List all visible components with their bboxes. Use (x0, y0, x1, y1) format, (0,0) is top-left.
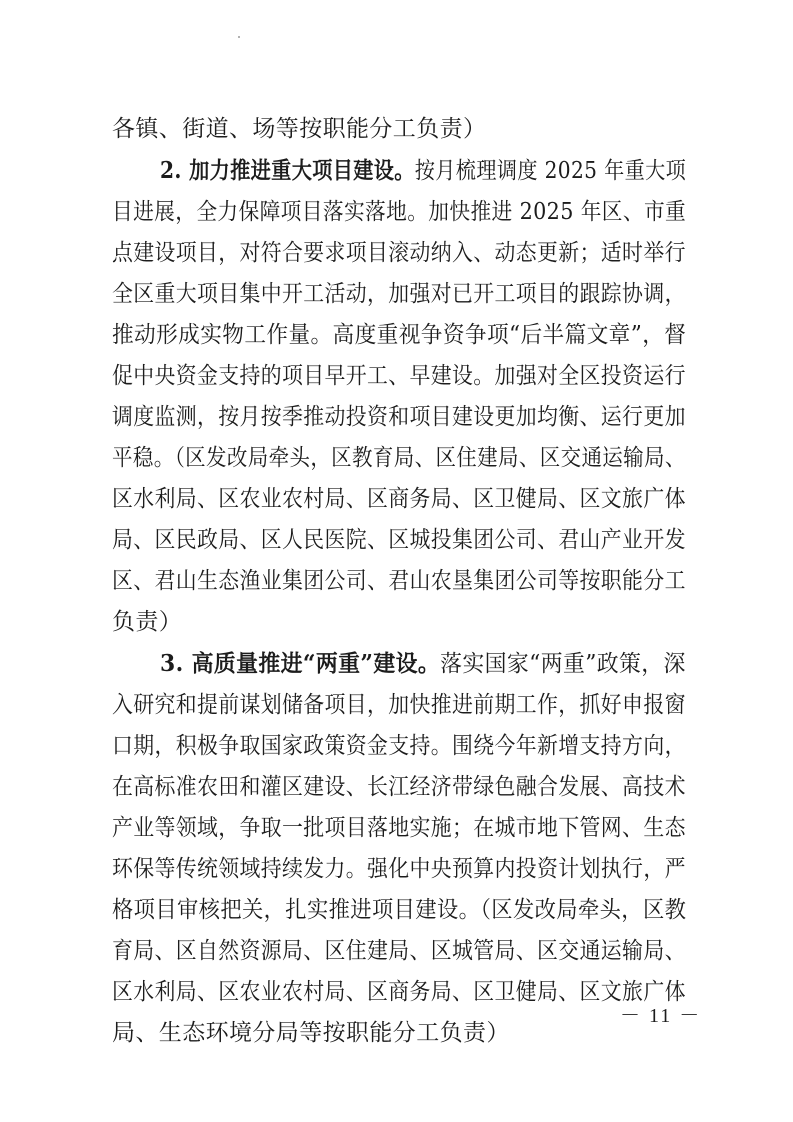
text-line: 区、君山生态渔业集团公司、君山农垦集团公司等按职能分工 (112, 568, 686, 594)
text-line: 育局、区自然资源局、区住建局、区城管局、区交通运输局、 (112, 938, 686, 964)
text-line: 区水利局、区农业农村局、区商务局、区卫健局、区文旅广体 (112, 486, 686, 512)
text-line: 推动形成实物工作量。高度重视争资争项“后半篇文章”，督 (112, 322, 687, 348)
text-line: 局、区民政局、区人民医院、区城投集团公司、君山产业开发 (112, 527, 686, 553)
text-line: 负责） (112, 609, 183, 635)
section-3-heading-line: 3. 高质量推进“两重”建设。落实国家“两重”政策，深 (160, 650, 686, 677)
text-line: 平稳。（区发改局牵头，区教育局、区住建局、区交通运输局、 (112, 445, 686, 471)
text-line: 各镇、街道、场等按职能分工负责） (112, 116, 487, 142)
text-line: 口期，积极争取国家政策资金支持。围绕今年新增支持方向， (112, 733, 686, 759)
section-3-heading: 3. 高质量推进“两重”建设。 (160, 650, 441, 677)
page-number: － 11 － (620, 1005, 702, 1027)
text-line: 点建设项目，对符合要求项目滚动纳入、动态更新；适时举行 (112, 240, 686, 266)
section-2-heading-line: 2. 加力推进重大项目建设。按月梳理调度 2025 年重大项 (160, 157, 687, 184)
scan-speck (238, 36, 240, 38)
text-line: 目进展，全力保障项目落实落地。加快推进 2025 年区、市重 (112, 199, 687, 225)
text-line: 入研究和提前谋划储备项目，加快推进前期工作，抓好申报窗 (112, 692, 686, 718)
text-line: 在高标准农田和灌区建设、长江经济带绿色融合发展、高技术 (112, 774, 686, 800)
text-line: 调度监测，按月按季推动投资和项目建设更加均衡、运行更加 (112, 404, 686, 430)
text-line: 全区重大项目集中开工活动，加强对已开工项目的跟踪协调， (112, 281, 686, 307)
section-2-heading: 2. 加力推进重大项目建设。 (160, 157, 415, 184)
text-line: 促中央资金支持的项目早开工、早建设。加强对全区投资运行 (112, 363, 686, 389)
text-line: 格项目审核把关，扎实推进项目建设。（区发改局牵头，区教 (112, 897, 687, 923)
text-line: 产业等领域，争取一批项目落地实施；在城市地下管网、生态 (112, 815, 686, 841)
text-line: 环保等传统领域持续发力。强化中央预算内投资计划执行，严 (112, 856, 686, 882)
text-line: 区水利局、区农业农村局、区商务局、区卫健局、区文旅广体 (112, 979, 686, 1005)
text-line: 局、生态环境分局等按职能分工负责） (112, 1020, 510, 1046)
